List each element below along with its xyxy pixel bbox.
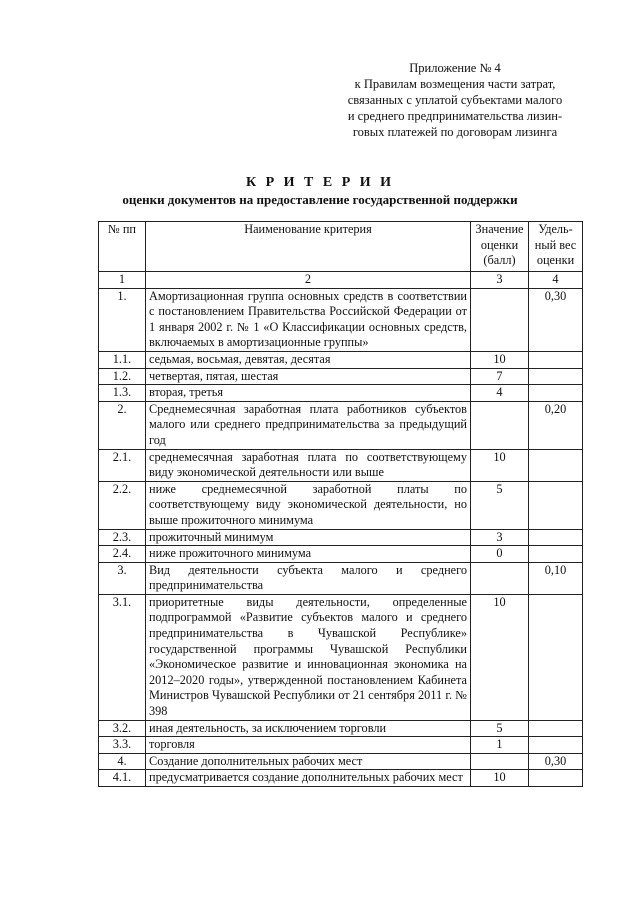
table-header-row	[99, 222, 583, 272]
table-row	[99, 546, 583, 563]
criterion-number: 2.1.	[99, 449, 146, 481]
criterion-score	[471, 753, 529, 770]
criterion-weight	[529, 385, 583, 402]
criterion-number: 2.3.	[99, 529, 146, 546]
header-weight: Удель-ный вес оценки	[529, 222, 583, 272]
criterion-score: 10	[471, 449, 529, 481]
criterion-name: Амортизационная группа основных средств в соответствии с постановлением Правительства Российской Федерации от 1 января 2002 г. № 1 «О Классификации основных средств, включаемых в амортизационные группы»	[146, 288, 471, 351]
appendix-line: и среднего предпринимательства лизин-	[347, 109, 563, 123]
header-num: № пп	[99, 222, 146, 272]
criterion-name: Создание дополнительных рабочих мест	[146, 753, 471, 770]
header-score: Значение оценки (балл)	[471, 222, 529, 272]
criterion-score: 1	[471, 737, 529, 754]
appendix-line: к Правилам возмещения части затрат,	[354, 77, 556, 91]
criterion-number: 4.1.	[99, 770, 146, 787]
criterion-score: 7	[471, 368, 529, 385]
criterion-number: 3.1.	[99, 594, 146, 720]
criteria-body	[99, 288, 583, 786]
criterion-number: 2.	[99, 401, 146, 449]
criterion-number: 2.4.	[99, 546, 146, 563]
criterion-name: предусматривается создание дополнительных рабочих мест	[146, 770, 471, 787]
criterion-number: 1.2.	[99, 368, 146, 385]
appendix-header	[320, 60, 590, 140]
criterion-name: ниже прожиточного минимума	[146, 546, 471, 563]
criterion-weight	[529, 770, 583, 787]
criterion-name: среднемесячная заработная плата по соответствующему виду экономической деятельности или выше	[146, 449, 471, 481]
criterion-weight	[529, 529, 583, 546]
criterion-weight	[529, 720, 583, 737]
criterion-weight	[529, 351, 583, 368]
appendix-line: говых платежей по договорам лизинга	[352, 125, 558, 139]
column-number: 3	[471, 272, 529, 289]
criterion-weight: 0,30	[529, 288, 583, 351]
table-row	[99, 288, 583, 351]
criterion-score: 5	[471, 720, 529, 737]
criterion-name: четвертая, пятая, шестая	[146, 368, 471, 385]
criterion-name: приоритетные виды деятельности, определенные подпрограммой «Развитие субъектов малого и среднего предпринимательства в Чувашской Республике» государственной программы Чувашской Республики «Экономическое развитие и инновационная экономика на 2012–2020 годы», утвержденной постановлением Кабинета Министров Чувашской Республики от 21 сентября 2011 г. № 398	[146, 594, 471, 720]
criterion-number: 3.	[99, 562, 146, 594]
column-number: 1	[99, 272, 146, 289]
criterion-weight: 0,10	[529, 562, 583, 594]
appendix-line: связанных с уплатой субъектами малого	[347, 93, 563, 107]
table-row	[99, 529, 583, 546]
criterion-name: вторая, третья	[146, 385, 471, 402]
criterion-name: седьмая, восьмая, девятая, десятая	[146, 351, 471, 368]
table-row	[99, 385, 583, 402]
table-row	[99, 737, 583, 754]
criterion-number: 3.2.	[99, 720, 146, 737]
criterion-score: 10	[471, 770, 529, 787]
table-row	[99, 481, 583, 529]
appendix-line: Приложение № 4	[409, 61, 501, 75]
criterion-name: иная деятельность, за исключением торговли	[146, 720, 471, 737]
table-row	[99, 449, 583, 481]
table-row	[99, 594, 583, 720]
criterion-number: 3.3.	[99, 737, 146, 754]
criterion-number: 1.3.	[99, 385, 146, 402]
criterion-number: 2.2.	[99, 481, 146, 529]
table-row	[99, 351, 583, 368]
table-row	[99, 770, 583, 787]
criterion-weight	[529, 368, 583, 385]
criterion-name: Среднемесячная заработная плата работников субъектов малого или среднего предпринимательства за предыдущий год	[146, 401, 471, 449]
criterion-score: 10	[471, 351, 529, 368]
criterion-score	[471, 562, 529, 594]
criterion-weight: 0,30	[529, 753, 583, 770]
table-row	[99, 753, 583, 770]
criterion-number: 1.1.	[99, 351, 146, 368]
criterion-score: 5	[471, 481, 529, 529]
header-name: Наименование критерия	[146, 222, 471, 272]
criterion-name: ниже среднемесячной заработной платы по соответствующему виду экономической деятельности, но выше прожиточного минимума	[146, 481, 471, 529]
criterion-score	[471, 288, 529, 351]
column-number-row	[99, 272, 583, 289]
criterion-weight	[529, 737, 583, 754]
criterion-number: 1.	[99, 288, 146, 351]
criterion-name: Вид деятельности субъекта малого и среднего предпринимательства	[146, 562, 471, 594]
table-row	[99, 562, 583, 594]
document-title: К Р И Т Е Р И И	[245, 175, 395, 190]
document-subtitle: оценки документов на предоставление государственной поддержки	[122, 192, 518, 207]
table-row	[99, 720, 583, 737]
criterion-score: 3	[471, 529, 529, 546]
criteria-table	[98, 221, 583, 787]
table-row	[99, 401, 583, 449]
criterion-weight: 0,20	[529, 401, 583, 449]
criterion-score: 4	[471, 385, 529, 402]
table-row	[99, 368, 583, 385]
criterion-weight	[529, 481, 583, 529]
criterion-weight	[529, 594, 583, 720]
criterion-name: торговля	[146, 737, 471, 754]
column-number: 4	[529, 272, 583, 289]
criterion-weight	[529, 449, 583, 481]
criterion-score: 10	[471, 594, 529, 720]
criterion-score: 0	[471, 546, 529, 563]
criterion-score	[471, 401, 529, 449]
criterion-weight	[529, 546, 583, 563]
column-number: 2	[146, 272, 471, 289]
criterion-name: прожиточный минимум	[146, 529, 471, 546]
criterion-number: 4.	[99, 753, 146, 770]
